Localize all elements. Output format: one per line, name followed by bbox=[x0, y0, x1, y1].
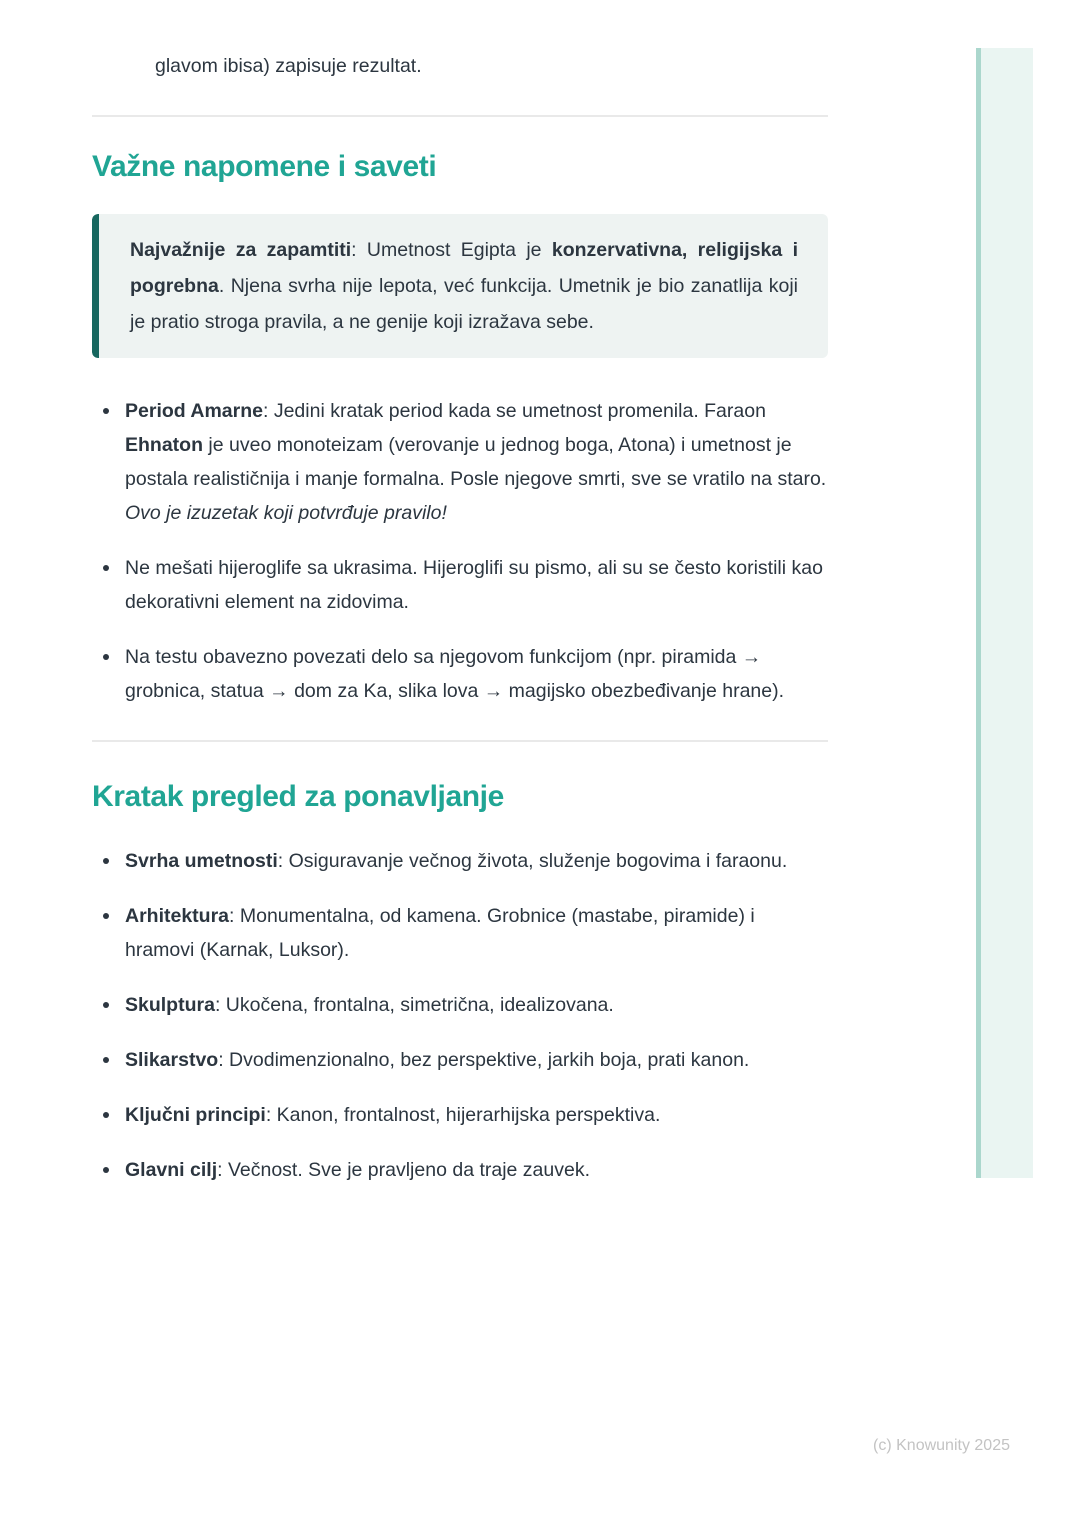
list-item-text: Na testu obavezno povezati delo sa njegovom funkcijom (npr. piramida → grobnica, statua → dom za Ka, slika lova → magijsko obezbeđivanje hrane). bbox=[125, 646, 785, 702]
list-item bbox=[92, 1043, 828, 1077]
intro-paragraph: glavom ibisa) zapisuje rezultat. bbox=[155, 55, 422, 77]
bullet-icon bbox=[103, 1002, 109, 1008]
list-item bbox=[92, 551, 828, 619]
copyright-footer: (c) Knowunity 2025 bbox=[873, 1437, 1010, 1454]
list-item bbox=[92, 844, 828, 878]
bullet-icon bbox=[103, 1057, 109, 1063]
list-item bbox=[92, 1098, 828, 1132]
bullet-icon bbox=[103, 654, 109, 660]
bullet-icon bbox=[103, 913, 109, 919]
list-item bbox=[92, 988, 828, 1022]
bullet-icon bbox=[103, 858, 109, 864]
review-list bbox=[92, 844, 828, 1187]
list-item-text: Ključni principi: Kanon, frontalnost, hijerarhijska perspektiva. bbox=[125, 1104, 661, 1126]
list-item bbox=[92, 640, 828, 708]
section-title-review: Kratak pregled za ponavljanje bbox=[92, 780, 504, 813]
section-divider bbox=[92, 740, 828, 742]
content-column bbox=[92, 0, 828, 1187]
list-item-text: Svrha umetnosti: Osiguravanje večnog života, služenje bogovima i faraonu. bbox=[125, 850, 788, 872]
notes-list bbox=[92, 394, 828, 708]
list-item bbox=[92, 394, 828, 530]
list-item-text: Period Amarne: Jedini kratak period kada se umetnost promenila. Faraon Ehnaton je uveo monoteizam (verovanje u jednog boga, Atona) i umetnost je postala realističnija i manje formalna. Posle njegove smrti, sve se vratilo na staro. Ovo je izuzetak koji potvrđuje pravilo! bbox=[125, 400, 827, 524]
callout-text: Najvažnije za zapamtiti: Umetnost Egipta je konzervativna, religijska i pogrebna. Njena svrha nije lepota, već funkcija. Umetnik je bio zanatlija koji je pratio stroga pravila, a ne genije koji izražava sebe. bbox=[130, 239, 798, 333]
list-item-text: Ne mešati hijeroglife sa ukrasima. Hijeroglifi su pismo, ali su se često koristili kao dekorativni element na zidovima. bbox=[125, 557, 823, 613]
list-item-text: Arhitektura: Monumentalna, od kamena. Grobnice (mastabe, piramide) i hramovi (Karnak, Luksor). bbox=[125, 905, 755, 961]
bullet-icon bbox=[103, 565, 109, 571]
bullet-icon bbox=[103, 1167, 109, 1173]
section-divider bbox=[92, 115, 828, 117]
list-item-text: Slikarstvo: Dvodimenzionalno, bez perspektive, jarkih boja, prati kanon. bbox=[125, 1049, 750, 1071]
callout-accent-bar bbox=[92, 214, 99, 358]
next-page-edge-strip bbox=[976, 48, 1033, 1178]
list-item-text: Skulptura: Ukočena, frontalna, simetrična, idealizovana. bbox=[125, 994, 614, 1016]
list-item bbox=[92, 899, 828, 967]
section-title-notes: Važne napomene i saveti bbox=[92, 150, 437, 183]
callout bbox=[92, 214, 828, 358]
list-item-text: Glavni cilj: Večnost. Sve je pravljeno da traje zauvek. bbox=[125, 1159, 591, 1181]
bullet-icon bbox=[103, 408, 109, 414]
bullet-icon bbox=[103, 1112, 109, 1118]
list-item bbox=[92, 1153, 828, 1187]
